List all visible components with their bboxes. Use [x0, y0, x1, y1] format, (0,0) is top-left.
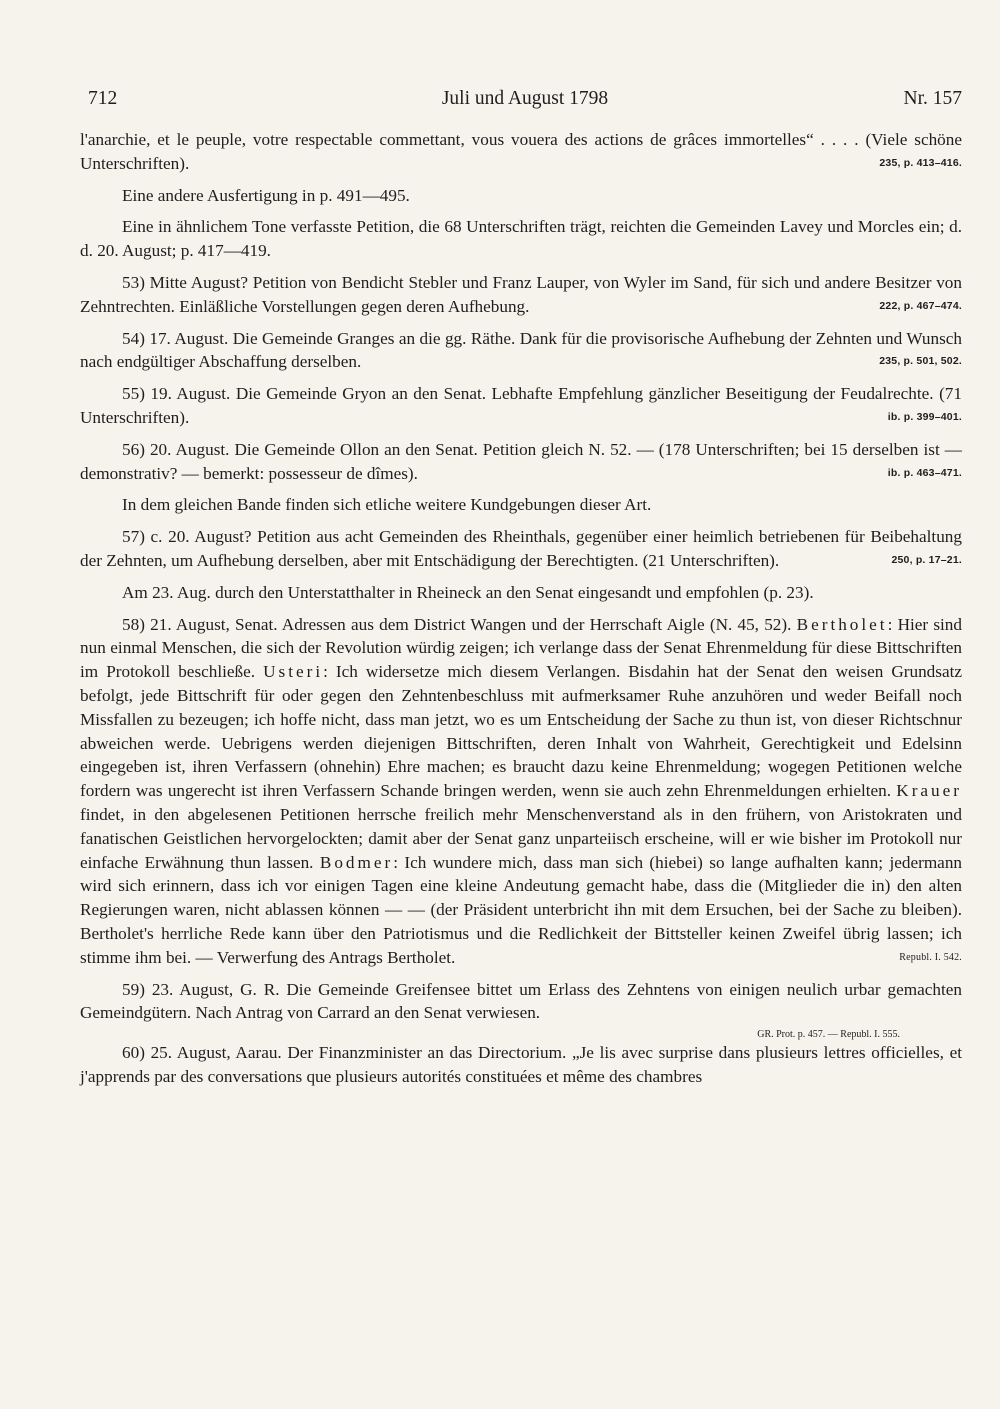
paragraph-text: 54) 17. August. Die Gemeinde Granges an die gg. Räthe. Dank für die provisorische Aufhebung der Zehnten und Wunsch nach endgültiger Abschaffung derselben.	[80, 328, 962, 372]
document-number: Nr. 157	[903, 88, 962, 109]
page-number: 712	[88, 88, 118, 109]
paragraph-text: 53) Mitte August? Petition von Bendicht Stebler und Franz Lauper, von Wyler im Sand, für sich und andere Besitzer von Zehntrechten. Einläßliche Vorstellungen gegen deren Aufhebung.	[80, 272, 962, 316]
entry-60	[80, 1041, 962, 1089]
running-title: Juli und August 1798	[441, 88, 609, 109]
paragraph-text: Am 23. Aug. durch den Unterstatthalter in Rheineck an den Senat eingesandt und empfohlen (p. 23).	[122, 582, 814, 602]
source-reference: ib. p. 463–471.	[887, 466, 962, 479]
source-reference-line	[80, 1023, 962, 1041]
speaker-name: Bertholet	[796, 614, 888, 634]
speaker-name: Usteri	[263, 662, 324, 682]
page-header	[88, 88, 962, 114]
paragraph-note	[80, 581, 962, 605]
source-reference: 235, p. 501, 502.	[879, 355, 962, 368]
speaker-name: Bodmer	[319, 852, 394, 872]
entry-55	[80, 382, 962, 430]
source-reference: 222, p. 467–474.	[879, 299, 962, 312]
page-body	[80, 128, 962, 1089]
source-reference: Republ. I. 542.	[899, 951, 962, 963]
source-reference: ib. p. 399–401.	[887, 410, 962, 423]
source-reference: 250, p. 17–21.	[891, 553, 962, 566]
entry-59	[80, 978, 962, 1026]
entry-53	[80, 271, 962, 319]
paragraph-text: l'anarchie, et le peuple, votre respectable commettant, vous vouera des actions de grâces immortelles“ . . . . (Viele schöne Unterschriften).	[80, 130, 962, 173]
paragraph-text: Eine andere Ausfertigung in p. 491—495.	[122, 185, 410, 205]
paragraph-continuation	[80, 128, 962, 176]
paragraph-text: 56) 20. August. Die Gemeinde Ollon an den Senat. Petition gleich N. 52. — (178 Unterschriften; bei 15 derselben ist — demonstrativ? — bemerkt: possesseur de dîmes).	[80, 439, 962, 483]
paragraph-text: Eine in ähnlichem Tone verfasste Petition, die 68 Unterschriften trägt, reichten die Gemeinden Lavey und Morcles ein; d. d. 20. August; p. 417—419.	[80, 217, 962, 261]
speaker-name: Krauer	[896, 781, 962, 801]
source-reference: 235, p. 413–416.	[879, 156, 962, 169]
paragraph-text: 58) 21. August, Senat. Adressen aus dem District Wangen und der Herrschaft Aigle (N. 45, 52). Bertholet: Hier sind nun einmal Menschen, die sich der Revolution würdig zeigen; ich verlange dass der Senat Ehrenmeldung für diese Bittschriften im Protokoll beschließe. Usteri: Ich widersetze mich diesem Verlangen. Bisdahin hat der Senat den weisen Grundsatz befolgt, jede Bittschrift für oder gegen den Zehntenbeschluss mit aufmerksamer Ruhe anzuhören und weder Beifall noch Missfallen zu bezeugen; ich hoffe nicht, dass man jetzt, wo es um Entscheidung der Sache zu thun ist, von dieser Richtschnur abweichen werde. Uebrigens werden diejenigen Bittschriften, deren Inhalt von Wahrheit, Gerechtigkeit und Edelsinn eingegeben ist, ihren Verfassern (ohnehin) Ehre machen; es braucht dazu keine Ehrenmeldung; wogegen Petitionen welche fordern was ungerecht ist ihren Verfassern Schande bringen werden, wenn sie auch zehn Ehrenmeldungen erhielten. Krauer findet, in den abgelesenen Petitionen herrsche freilich mehr Menschenverstand als in den frühern, von Aristokraten und fanatischen Geistlichen hervorgelockten; damit aber der Senat ganz unparteiisch erscheine, will er wie bisher im Protokoll nur einfache Erwähnung thun lassen. Bodmer: Ich wundere mich, dass man sich (hiebei) so lange aufhalten kann; jedermann wird sich erinnern, dass ich vor einigen Tagen eine kleine Andeutung gemacht habe, dass die (Mitglieder die in) den alten Regierungen waren, nicht ablassen können — — (der Präsident unterbricht ihn mit dem Ersuchen, bei der Sache zu bleiben). Bertholet's herrliche Rede kann über den Patriotismus und die Redlichkeit der Bittsteller keinen Zweifel übrig lassen; ich stimme ihm bei. — Verwerfung des Antrags Bertholet.	[80, 614, 963, 967]
paragraph-note	[80, 184, 962, 208]
entry-56	[80, 438, 962, 486]
paragraph-note	[80, 493, 962, 517]
paragraph-text: 59) 23. August, G. R. Die Gemeinde Greifensee bittet um Erlass des Zehntens von einigen neulich urbar gemachten Gemeindgütern. Nach Antrag von Carrard an den Senat verwiesen.	[80, 979, 962, 1023]
paragraph-note	[80, 215, 962, 263]
paragraph-text: 60) 25. August, Aarau. Der Finanzminister an das Directorium. „Je lis avec surprise dans plusieurs lettres officielles, et j'apprends par des conversations que plusieurs autorités constituées et même des chambres	[80, 1043, 962, 1086]
entry-57	[80, 525, 962, 573]
paragraph-text: In dem gleichen Bande finden sich etliche weitere Kundgebungen dieser Art.	[122, 495, 652, 515]
paragraph-text: 57) c. 20. August? Petition aus acht Gemeinden des Rheinthals, gegenüber einer heimlich betriebenen für Beibehaltung der Zehnten, um Aufhebung derselben, aber mit Entschädigung der Berechtigten. (21 Unterschriften).	[80, 527, 962, 570]
entry-58	[80, 613, 962, 970]
entry-54	[80, 327, 962, 375]
source-reference: GR. Prot. p. 457. — Republ. I. 555.	[757, 1029, 900, 1041]
paragraph-text: 55) 19. August. Die Gemeinde Gryon an den Senat. Lebhafte Empfehlung gänzlicher Beseitigung der Feudalrechte. (71 Unterschriften).	[80, 384, 962, 427]
